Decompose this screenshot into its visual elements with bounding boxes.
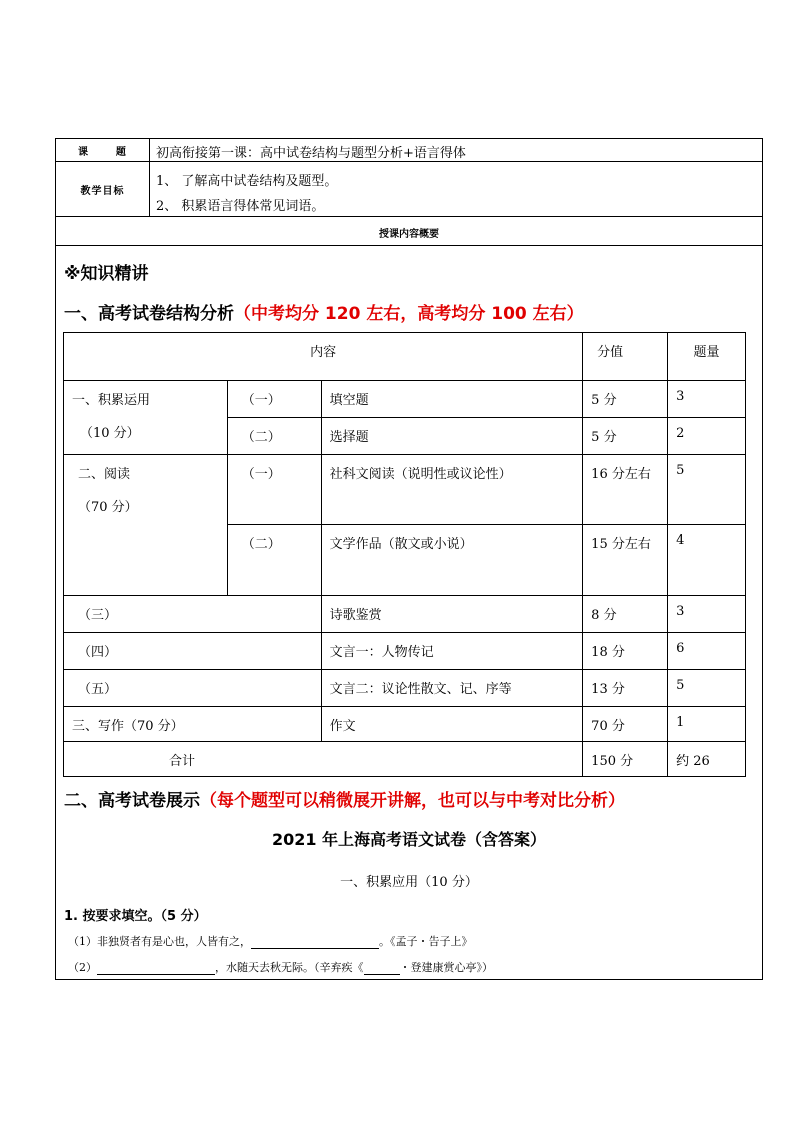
count-cell: 3 bbox=[668, 596, 746, 633]
type-cell: 诗歌鉴赏 bbox=[321, 596, 583, 633]
question-1-2 bbox=[68, 959, 493, 975]
q1-2-text-a: （2） bbox=[68, 961, 97, 974]
total-count: 约 26 bbox=[668, 742, 746, 777]
score-cell: 18 分 bbox=[583, 633, 668, 670]
header-count: 题量 bbox=[668, 333, 746, 381]
score-cell: 15 分左右 bbox=[583, 525, 668, 596]
answer-blank[interactable] bbox=[97, 962, 215, 975]
q1-2-text-b: ，水随天去秋无际。（辛弃疾《 bbox=[215, 961, 364, 974]
count-cell: 4 bbox=[668, 525, 746, 596]
topic-value: 初高衔接第一课：高中试卷结构与题型分析+语言得体 bbox=[156, 146, 466, 161]
header-content: 内容 bbox=[64, 333, 583, 381]
count-cell: 2 bbox=[668, 418, 746, 455]
section1-note: （中考均分 120 左右，高考均分 100 左右） bbox=[234, 304, 584, 324]
category-score: （10 分） bbox=[80, 426, 140, 441]
q1-2-text-c: ・登建康赏心亭》） bbox=[399, 961, 493, 974]
goals-row bbox=[56, 162, 762, 217]
topic-row bbox=[56, 139, 762, 162]
type-cell: 选择题 bbox=[321, 418, 583, 455]
section2-heading bbox=[64, 786, 625, 811]
summary-row bbox=[56, 217, 762, 246]
sub-cell: （二） bbox=[227, 418, 321, 455]
question-1-1 bbox=[68, 933, 473, 949]
table-total-row bbox=[64, 742, 746, 777]
score-cell: 5 分 bbox=[583, 381, 668, 418]
type-cell: 作文 bbox=[321, 707, 583, 742]
count-cell: 3 bbox=[668, 381, 746, 418]
type-cell: 文言一：人物传记 bbox=[321, 633, 583, 670]
sub-cell: （一） bbox=[227, 455, 321, 525]
table-row bbox=[64, 670, 746, 707]
total-label: 合计 bbox=[64, 742, 583, 777]
topic-label: 课 题 bbox=[56, 139, 150, 161]
answer-blank[interactable] bbox=[364, 962, 400, 975]
header-score: 分值 bbox=[583, 333, 668, 381]
score-cell: 13 分 bbox=[583, 670, 668, 707]
section2-note: （每个题型可以稍微展开讲解，也可以与中考对比分析） bbox=[200, 791, 625, 811]
category-name: 二、阅读 bbox=[78, 467, 131, 482]
category-name: 一、积累运用 bbox=[72, 393, 151, 408]
label-cell: （五） bbox=[64, 670, 322, 707]
summary-label: 授课内容概要 bbox=[379, 229, 439, 240]
answer-blank[interactable] bbox=[251, 936, 379, 949]
exam-title: 2021 年上海高考语文试卷（含答案） bbox=[271, 830, 547, 849]
section1-title: 一、高考试卷结构分析 bbox=[64, 304, 234, 324]
sub-cell: （二） bbox=[227, 525, 321, 596]
count-cell: 5 bbox=[668, 455, 746, 525]
score-cell: 5 分 bbox=[583, 418, 668, 455]
score-cell: 8 分 bbox=[583, 596, 668, 633]
score-cell: 16 分左右 bbox=[583, 455, 668, 525]
knowledge-title: ※知识精讲 bbox=[64, 264, 149, 284]
lesson-plan-frame bbox=[55, 138, 763, 980]
label-cell: 三、写作（70 分） bbox=[64, 707, 322, 742]
section1-heading bbox=[64, 299, 584, 324]
table-row bbox=[64, 596, 746, 633]
count-cell: 6 bbox=[668, 633, 746, 670]
score-cell: 70 分 bbox=[583, 707, 668, 742]
type-cell: 文言二：议论性散文、记、序等 bbox=[321, 670, 583, 707]
exam-part-title: 一、积累应用（10 分） bbox=[340, 875, 478, 890]
table-row bbox=[64, 455, 746, 525]
table-row bbox=[64, 707, 746, 742]
goal-1: 1、 了解高中试卷结构及题型。 bbox=[156, 174, 338, 189]
question-1: 1. 按要求填空。（5 分） bbox=[64, 909, 207, 924]
category-score: （70 分） bbox=[78, 500, 138, 515]
section2-title: 二、高考试卷展示 bbox=[64, 791, 200, 811]
count-cell: 5 bbox=[668, 670, 746, 707]
type-cell: 填空题 bbox=[321, 381, 583, 418]
goal-2: 2、 积累语言得体常见词语。 bbox=[156, 199, 325, 214]
exam-structure-table bbox=[63, 332, 746, 777]
sub-cell: （一） bbox=[227, 381, 321, 418]
total-score: 150 分 bbox=[583, 742, 668, 777]
q1-1-text-a: （1）非独贤者有是心也，人皆有之， bbox=[68, 935, 251, 948]
table-header-row bbox=[64, 333, 746, 381]
category-cell bbox=[64, 455, 228, 596]
goals-label: 教学目标 bbox=[56, 162, 150, 216]
table-row bbox=[64, 633, 746, 670]
label-cell: （三） bbox=[64, 596, 322, 633]
table-row bbox=[64, 381, 746, 418]
q1-1-text-b: 。《孟子・告子上》 bbox=[379, 935, 473, 948]
label-cell: （四） bbox=[64, 633, 322, 670]
count-cell: 1 bbox=[668, 707, 746, 742]
category-cell bbox=[64, 381, 228, 455]
type-cell: 社科文阅读（说明性或议论性） bbox=[321, 455, 583, 525]
type-cell: 文学作品（散文或小说） bbox=[321, 525, 583, 596]
